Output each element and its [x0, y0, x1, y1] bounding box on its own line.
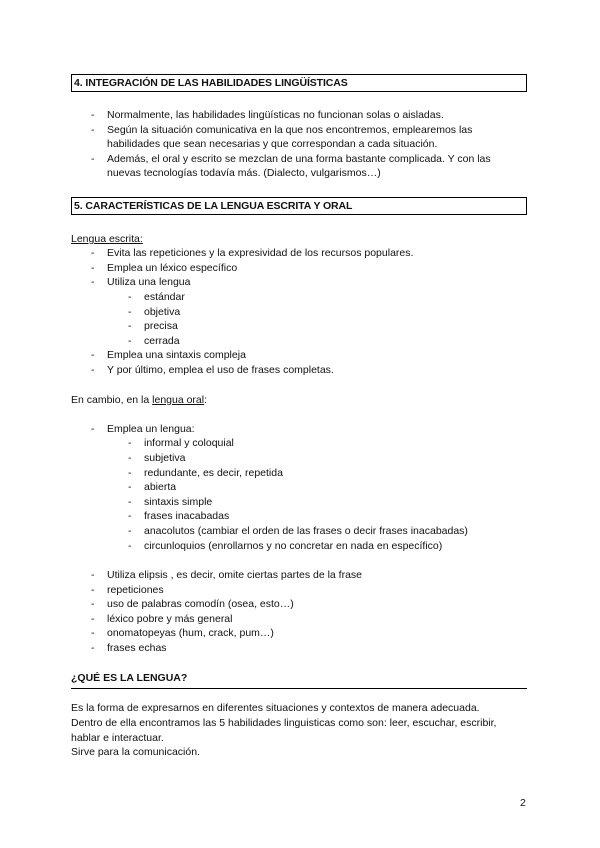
sub-bullet-dash: - [128, 467, 132, 479]
oral-intro [71, 393, 207, 407]
sub-bullet-dash: - [128, 481, 132, 493]
written-item: Emplea una sintaxis compleja [107, 349, 246, 361]
oral-sub-item: circunloquios (enrollarnos y no concretar en nada en específico) [144, 540, 443, 552]
bullet-dash: - [91, 642, 95, 654]
bullet-dash: - [91, 276, 95, 288]
bullet-dash: - [91, 613, 95, 625]
bullet-dash: - [91, 247, 95, 259]
bullet-dash: - [91, 124, 95, 136]
page-number: 2 [520, 797, 526, 809]
paragraph-line: Sirve para la comunicación. [71, 746, 200, 758]
paragraph-line: Es la forma de expresarnos en diferentes situaciones y contextos de manera adecuada. [71, 702, 480, 714]
section-4-bullet-3-line-2: nuevas tecnologías todavía más. (Dialecto, vulgarismos…) [107, 167, 381, 179]
sub-bullet-dash: - [128, 335, 132, 347]
bullet-dash: - [91, 262, 95, 274]
sub-bullet-dash: - [128, 437, 132, 449]
sub-bullet-dash: - [128, 510, 132, 522]
sub-bullet-dash: - [128, 496, 132, 508]
section-4-bullet-2-line-1: Según la situación comunicativa en la que nos encontremos, emplearemos las [107, 124, 473, 136]
oral-item: uso de palabras comodín (osea, esto…) [107, 598, 294, 610]
what-is-language-heading: ¿QUÉ ES LA LENGUA? [71, 671, 527, 689]
section-4-bullet-3-line-1: Además, el oral y escrito se mezclan de una forma bastante complicada. Y con las [107, 153, 491, 165]
section-4-bullet-2-line-2: habilidades que sean necesarias y que correspondan a cada situación. [107, 138, 438, 150]
oral-item: Utiliza elipsis , es decir, omite ciertas partes de la frase [107, 569, 363, 581]
oral-sub-item: frases inacabadas [144, 510, 230, 522]
sub-bullet-dash: - [128, 525, 132, 537]
oral-sub-item: sintaxis simple [144, 496, 213, 508]
written-sub-item: precisa [144, 320, 178, 332]
oral-item: repeticiones [107, 584, 164, 596]
written-sub-item: estándar [144, 291, 185, 303]
written-item: Emplea un léxico específico [107, 262, 238, 274]
written-item: Evita las repeticiones y la expresividad de los recursos populares. [107, 247, 414, 259]
oral-item: léxico pobre y más general [107, 613, 233, 625]
paragraph-line: Dentro de ella encontramos las 5 habilidades linguisticas como son: leer, escuchar, escribir, [71, 717, 497, 729]
bullet-dash: - [91, 569, 95, 581]
sub-bullet-dash: - [128, 320, 132, 332]
sub-bullet-dash: - [128, 291, 132, 303]
written-sub-item: cerrada [144, 335, 180, 347]
written-sub-item: objetiva [144, 306, 181, 318]
section-4-bullet-1: Normalmente, las habilidades lingüísticas no funcionan solas o aisladas. [107, 109, 444, 121]
section-4-heading: 4. INTEGRACIÓN DE LAS HABILIDADES LINGÜÍSTICAS [71, 74, 527, 92]
bullet-dash: - [91, 153, 95, 165]
section-5-heading: 5. CARACTERÍSTICAS DE LA LENGUA ESCRITA Y ORAL [71, 197, 527, 215]
oral-language-label: lengua oral [152, 394, 205, 406]
bullet-dash: - [91, 109, 95, 121]
sub-bullet-dash: - [128, 540, 132, 552]
oral-intro-prefix: En cambio, en la [71, 394, 153, 406]
written-item: Y por último, emplea el uso de frases completas. [107, 364, 334, 376]
oral-sub-item: redundante, es decir, repetida [144, 467, 283, 479]
sub-bullet-dash: - [128, 452, 132, 464]
bullet-dash: - [91, 423, 95, 435]
bullet-dash: - [91, 584, 95, 596]
paragraph-line: hablar e interactuar. [71, 732, 164, 744]
oral-item: onomatopeyas (hum, crack, pum…) [107, 627, 274, 639]
sub-bullet-dash: - [128, 306, 132, 318]
bullet-dash: - [91, 627, 95, 639]
written-language-label: Lengua escrita: [71, 233, 143, 245]
oral-item: frases echas [107, 642, 167, 654]
bullet-dash: - [91, 598, 95, 610]
bullet-dash: - [91, 364, 95, 376]
oral-sub-item: subjetiva [144, 452, 186, 464]
oral-intro-suffix: : [204, 394, 208, 406]
bullet-dash: - [91, 349, 95, 361]
oral-sub-item: abierta [144, 481, 177, 493]
oral-sub-item: informal y coloquial [144, 437, 234, 449]
oral-item: Emplea un lengua: [107, 423, 195, 435]
written-item: Utiliza una lengua [107, 276, 191, 288]
oral-sub-item: anacolutos (cambiar el orden de las frases o decir frases inacabadas) [144, 525, 468, 537]
